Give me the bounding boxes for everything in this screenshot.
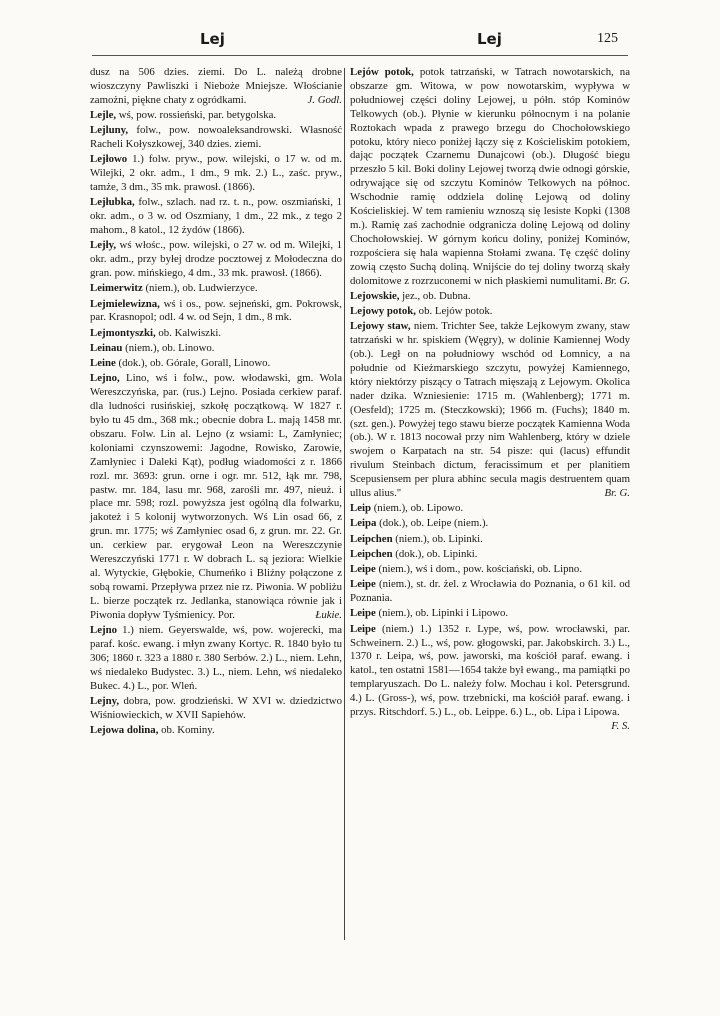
entry-author: Br. G. — [604, 487, 630, 500]
entry-text: niem. Trichter See, także Lejkowym zwany, staw tatrzański w hr. spiskiem (Węgry), w dolinie Kamiennej Wody (ob.). Legł on na południowy wschód od Łomnicy, a na południe od Kieżmarskiego szczytu, powyżej Kamiennego, który niektórzy piszący o Tatrach mięszają z Lejowym. Okolica nader dzika. Wzniesienie: 1715 m. (Wahlenberg); 1771 m. (Oesfeld); 1725 m. (Steczkowski); 1966 m. (Fuchs); 1840 m. (szt. gen.). Powyżej tego stawu bierze początek Kamienna Woda (ob.). W r. 1813 nocował przy nim Wahlenberg, który w dziele swojem o Karpatach na str. 54 pisze: qui (lacus) effundit rivulum Steinbach dictum, feracissimum et per planitiem Scepusiensem per plura abhinc secula magis destruentem quam ullus alius." — [350, 320, 631, 500]
entry-text: dobra, pow. grodzieński. W XVI w. dziedzictwo Wiśniowieckich, w XVII Sapiehów. — [90, 694, 342, 721]
entry-text: wś włośc., pow. wilejski, o 27 w. od m. Wilejki, 1 okr. adm., przy byłej drodze pocztowej z Mołodeczna do gran. pow. mińskiego, 4 dm., 33 mk. prawosł. (1866). — [90, 239, 342, 280]
dictionary-entry — [90, 357, 342, 371]
entry-headword: Lejły, — [90, 239, 117, 252]
entry-text: (dok.), ob. Lipinki. — [392, 547, 478, 560]
dictionary-entry — [90, 109, 342, 123]
entry-author: Łukie. — [315, 608, 342, 621]
left-column — [90, 66, 342, 739]
dictionary-entry — [90, 239, 342, 281]
page-number: 125 — [597, 31, 618, 46]
entry-headword: Lejowy staw, — [350, 320, 411, 333]
entry-text: dusz na 506 dzies. ziemi. Do L. należą drobne wioszczyny Pawliszki i Nieboże Mniejsze. Włościanie zamożni, piękne chaty z ogródkami. — [90, 66, 342, 106]
column-divider — [344, 68, 345, 940]
entry-text: wś i os., pow. sejneński, gm. Pokrowsk, par. Krasnopol; odl. 4 w. od Sejn, 1 dm., 8 mk. — [90, 297, 342, 324]
dictionary-entry — [90, 342, 342, 356]
entry-text: 1.) folw. pryw., pow. wilejski, o 17 w. od m. Wilejki, 2 okr. adm., 1 dm., 9 mk. 2.) L., zaśc. pryw., tamże, 3 dm., 35 mk. prawosł. (1866). — [90, 153, 342, 194]
dictionary-entry — [90, 695, 342, 723]
entry-headword: Leip — [350, 502, 371, 515]
entry-text: (dok.), ob. Leipe (niem.). — [376, 517, 489, 530]
dictionary-entry — [350, 517, 630, 531]
entry-text: (niem.), ob. Ludwierzyce. — [142, 282, 258, 295]
dictionary-entry — [90, 624, 342, 694]
entry-headword: Lejłowo — [90, 153, 128, 166]
entry-text: wś, pow. rossieński, par. betygolska. — [116, 109, 277, 122]
dictionary-entry — [350, 320, 630, 501]
entry-author: J. Godl. — [307, 93, 342, 106]
dictionary-entry — [90, 724, 342, 738]
entry-headword: Leipa — [350, 517, 377, 530]
entry-headword: Lejluny, — [90, 124, 129, 137]
dictionary-entry — [90, 124, 342, 152]
entry-text: ob. Lejów potok. — [415, 305, 493, 317]
entry-headword: Leipe — [350, 622, 376, 635]
entry-headword: Lejowy potok, — [350, 305, 416, 317]
dictionary-entry — [350, 607, 630, 621]
entry-text: (niem.), st. dr. żel. z Wrocławia do Poznania, o 61 kil. od Poznania. — [350, 578, 630, 605]
entry-text: (niem.) 1.) 1352 r. Lype, wś, pow. wrocławski, par. Schweinern. 2.) L., wś, pow. głogowski, par. Jakobskirch. 3.) L., 1370 r. Leipa, wś, pow. jaworski, ma kościół paraf. ewang. i katol., ten ostatni 1581—1654 także był ewang., ma pamiątki po templaryuszach. Do L. należy folw. Mochau i kol. Petersgrund. 4.) L. (Gross-), wś, pow. trzebnicki, ma kościół paraf. ewang. i przys. Ritschdorf. 5.) L., ob. Leippe. 6.) L., ob. Lipa i Lipowa. — [350, 622, 630, 719]
entry-headword: Leipe — [350, 607, 376, 620]
dictionary-entry — [350, 533, 630, 547]
entry-text: folw., szlach. nad rz. t. n., pow. oszmiański, 1 okr. adm., o 3 w. od Oszmiany, 1 dm., 22 mk., z tego 2 mahom., 8 katol., 12 żydów (1866). — [90, 196, 342, 237]
entry-author: Br. G. — [604, 274, 630, 287]
dictionary-entry — [90, 372, 342, 622]
entry-headword: Leimerwitz — [90, 282, 143, 295]
entry-headword: Lejno, — [90, 372, 120, 385]
entry-headword: Leipe — [350, 563, 376, 576]
entry-headword: Lejowa dolina, — [90, 723, 159, 736]
entry-text: ob. Kalwiszki. — [155, 326, 222, 339]
entry-text: Lino, wś i folw., pow. włodawski, gm. Wola Wereszczyńska, par. (rus.) Lejno. Posiada cerkiew paraf. dla ludności rusińskiej, szkołę początkową. W 1827 r. było tu 45 dm., 368 mk.; obecnie dobra L. mają 1458 mr. obszaru. Folw. Lin al. Lejno (z wsiami: L, Zamłyniec; koloniami czynszowemi: Jagodne, Rowisko, Zarowie, Zamłyniec i Daleki Kąt), podług wiadomości z r. 1866 rozl. mr. 3693: grun. orne i ogr. mr. 512, łąk mr. 798, pastw. mr. 184, lasu mr. 968, zarośli mr. 497, nieuż. i place mr. 598; rozl. powyższa jest ogólną dla folwarku, jakoteż i 5 kolonij wytworzonych. Wś Lin osad 66, z grun. mr. 1775; wś Zamłyniec osad 6, z grun. mr. 22. Gr. un. cerkiew par. erygował Leon na Wereszczynie Wereszczyński 1771 r. W dobrach L. są jeziora: Wielkie al. Wytyckie, Głębokie, Chumeńko i Bliźny połączone z sobą rowami. Przepływa przez nie rz. Piwonia. W pobliżu L. bierze początek rz. Jedlanka, stanowiąca równie jak i Piwonia dopływ Tyśmienicy. Por. — [90, 372, 342, 621]
entry-text: ob. Kominy. — [158, 723, 215, 736]
entry-headword: Leinau — [90, 341, 123, 354]
running-head-left: Lej — [200, 30, 225, 48]
dictionary-entry — [350, 548, 630, 562]
dictionary-entry — [90, 153, 342, 195]
entry-headword: Lejmontyszki, — [90, 326, 156, 339]
entry-headword: Lejłubka, — [90, 196, 135, 209]
dictionary-entry — [90, 66, 342, 108]
dictionary-entry — [90, 196, 342, 238]
dictionary-entry — [350, 502, 630, 516]
entry-text: (niem.), ob. Lipinki i Lipowo. — [375, 607, 509, 620]
dictionary-entry — [350, 305, 630, 319]
entry-headword: Leipe — [350, 578, 376, 591]
entry-text: folw., pow. nowoaleksandrowski. Własność Racheli Kołyszkowej, 340 dzies. ziemi. — [90, 124, 342, 151]
entry-text: (niem.), ob. Lipinki. — [392, 532, 483, 545]
entry-headword: Lejle, — [90, 109, 117, 122]
header-rule — [92, 55, 628, 56]
dictionary-entry — [350, 290, 630, 304]
right-column — [350, 66, 630, 735]
dictionary-entry — [350, 623, 630, 734]
entry-text: (niem.), wś i dom., pow. kościański, ob. Lipno. — [375, 563, 583, 576]
running-head-right: Lej — [477, 30, 502, 48]
dictionary-entry — [350, 66, 630, 289]
entry-headword: Lejowskie, — [350, 289, 400, 302]
dictionary-entry — [90, 282, 342, 296]
entry-text: (niem.), ob. Lipowo. — [371, 502, 464, 515]
entry-headword: Lejno — [90, 623, 117, 636]
entry-text: jez., ob. Dubna. — [399, 289, 471, 302]
entry-headword: Leine — [90, 357, 116, 370]
entry-text: potok tatrzański, w Tatrach nowotarskich, na obszarze gm. Witowa, w pow nowotarskim, wypływa w południowej części doliny Lejowej, u półn. stóp Kominów Telkowych (ob.). Płynie w kierunku północnym i na polanie Roztokach wpada z prawego brzegu do Chochołowskiego potoku, który nieco poniżej łączy się z Kościeliskim potokiem, dając początek Czarnemu Dunajcowi (ob.). Długość biegu przeszło 5 kil. Boki doliny Lejowej tworzą dwie odnogi górskie, odrywające się od szczytu Kominów Telkowych na północ. Wschodnie ramię oddziela dolinę Lejową od doliny Kościeliskiej. W tem ramieniu wznoszą się lesiste Kopki (1308 m.). Ramię zaś zachodnie odgranicza dolinę Lejową od doliny Chochołowskiej. W górnym końcu doliny, poniżej Kominów, rozpościera się hala wapienna Stołami zwana. Tę część doliny zowią często Suchą doliną. Wnijście do tej doliny tworzą skały dolomitowe z rozrzuconemi w nich płaskiemi numulitami. — [350, 66, 630, 287]
dictionary-entry — [350, 563, 630, 577]
entry-text: (dok.), ob. Górale, Gorall, Linowo. — [115, 357, 271, 370]
entry-text: 1.) niem. Geyerswalde, wś, pow. wojerecki, ma paraf. kośc. ewang. i młyn zwany Kortyc. R. 1840 było tu 306; 1860 r. 323 a 1880 r. 380 Serbów. 2.) L., niem. Lehn, wś niedaleko Budystec. 3.) L., niem. Lehn, wś niedaleko Bukec. 4.) L., por. Wleń. — [90, 623, 342, 692]
entry-headword: Lejmielewizna, — [90, 297, 160, 310]
dictionary-entry — [90, 327, 342, 341]
dictionary-entry — [350, 578, 630, 606]
entry-headword: Leipchen — [350, 532, 393, 545]
dictionary-entry — [90, 298, 342, 326]
entry-headword: Lejów potok, — [350, 66, 414, 78]
entry-text: (niem.), ob. Linowo. — [122, 341, 215, 354]
entry-headword: Lejny, — [90, 694, 120, 707]
entry-author: F. S. — [611, 719, 630, 732]
entry-headword: Leipchen — [350, 547, 393, 560]
